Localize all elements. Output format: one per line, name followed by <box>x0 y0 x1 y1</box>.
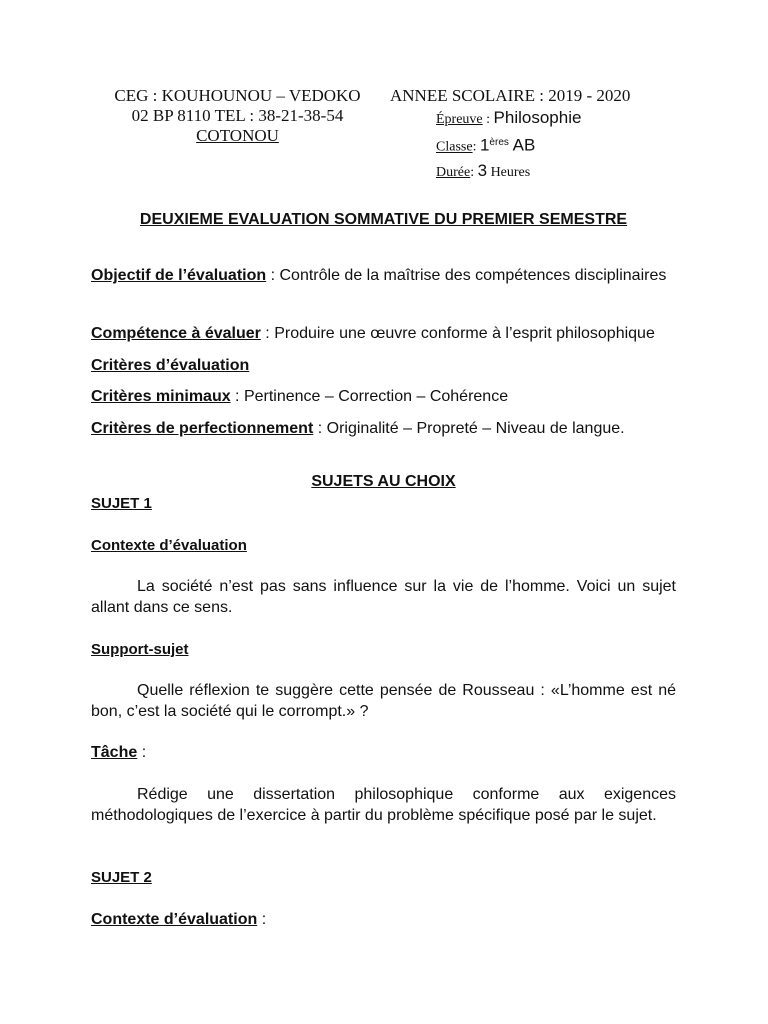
duree-num: 3 <box>477 160 488 180</box>
epreuve-label: Épreuve <box>436 112 483 127</box>
school-name: CEG : KOUHOUNOU – VEDOKO <box>114 86 361 105</box>
school-contact: 02 BP 8110 TEL : 38-21-38-54 <box>131 106 344 125</box>
objectif-paragraph <box>91 261 676 291</box>
competence-paragraph <box>91 323 676 344</box>
sujet2-contexte-sep: : <box>257 911 267 928</box>
classe-sup: ères <box>489 137 509 148</box>
sujet1-support-label: Support-sujet <box>91 641 189 658</box>
competence-text: : Produire une œuvre conforme à l’esprit philosophique <box>260 325 655 342</box>
classe-sep: : <box>472 139 480 155</box>
duree-label: Durée <box>436 164 471 180</box>
school-city: COTONOU <box>196 126 279 145</box>
sujet2-contexte-line <box>91 909 676 930</box>
criteres-min-text: : Pertinence – Correction – Cohérence <box>230 388 509 405</box>
classe-label: Classe <box>436 139 473 155</box>
school-year: ANNEE SCOLAIRE : 2019 - 2020 <box>390 86 631 105</box>
criteres-perf-label: Critères de perfectionnement <box>91 420 314 437</box>
sujets-heading: SUJETS AU CHOIX <box>311 473 456 490</box>
sujet1-tache-line <box>91 742 676 763</box>
duree-unit: Heures <box>487 164 531 180</box>
duree-sep: : <box>470 164 478 180</box>
sujet2-heading: SUJET 2 <box>91 869 152 886</box>
sujet1-contexte-text: La société n’est pas sans influence sur la vie de l’homme. Voici un sujet allant dans ce sens. <box>91 578 676 616</box>
classe-rest: AB <box>508 135 536 155</box>
criteres-perf-paragraph <box>91 418 676 439</box>
duree-row <box>436 159 680 184</box>
sujet2-contexte-label: Contexte d’évaluation <box>91 911 258 928</box>
classe-num: 1 <box>479 135 490 155</box>
document-title: DEUXIEME EVALUATION SOMMATIVE DU PREMIER SEMESTRE <box>139 211 628 228</box>
criteres-heading: Critères d’évaluation <box>91 357 250 374</box>
criteres-min-paragraph <box>91 386 676 407</box>
epreuve-row <box>436 106 680 131</box>
criteres-min-label: Critères minimaux <box>91 388 231 405</box>
criteres-perf-text: : Originalité – Propreté – Niveau de langue. <box>313 420 625 437</box>
objectif-text: : Contrôle de la maîtrise des compétences disciplinaires <box>266 267 667 284</box>
sujet1-tache-text: Rédige une dissertation philosophique conforme aux exigences méthodologiques de l’exercice à partir du problème spécifique posé par le sujet. <box>91 786 676 824</box>
sujet1-support-text: Quelle réflexion te suggère cette pensée de Rousseau : «L’homme est né bon, c’est la société qui le corrompt.» ? <box>91 682 676 720</box>
classe-row <box>436 131 680 159</box>
exam-info <box>390 86 680 184</box>
epreuve-sep: : <box>482 112 494 127</box>
sujet1-tache-label: Tâche <box>91 744 138 761</box>
sujet1-heading: SUJET 1 <box>91 495 152 512</box>
sujet1-tache-sep: : <box>137 744 147 761</box>
epreuve-value: Philosophie <box>493 108 582 127</box>
competence-label: Compétence à évaluer <box>91 325 261 342</box>
objectif-label: Objectif de l’évaluation <box>91 267 267 284</box>
school-info <box>100 86 375 146</box>
sujet1-contexte-label: Contexte d’évaluation <box>91 537 247 554</box>
